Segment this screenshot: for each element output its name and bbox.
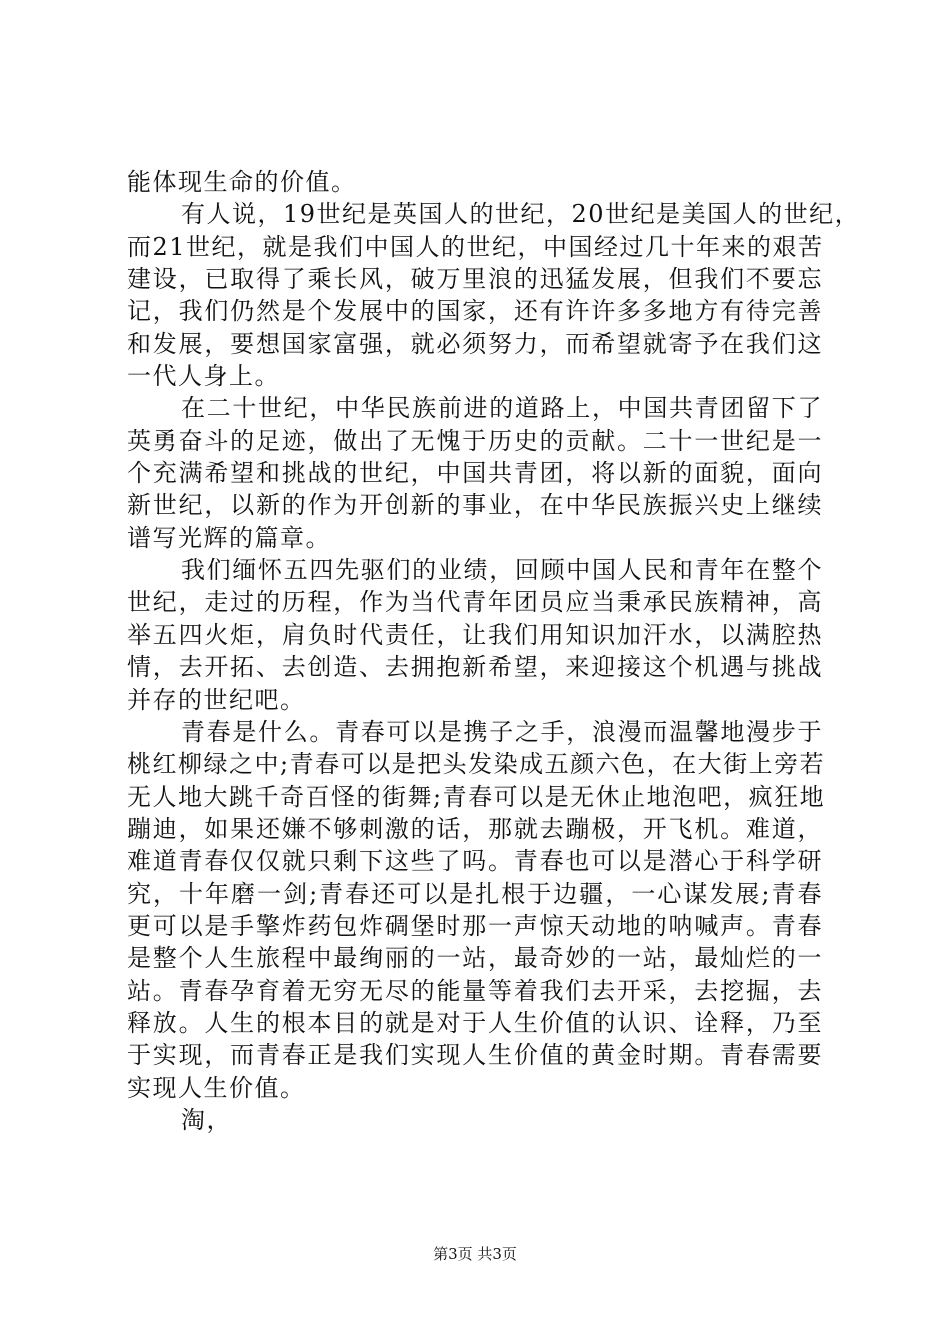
document-body [127, 166, 861, 1136]
text-line: 更可以是手擎炸药包炸碉堡时那一声惊天动地的呐喊声。青春 [127, 911, 823, 940]
text-line: 记，我们仍然是个发展中的国家，还有许许多多地方有待完善 [127, 297, 823, 326]
text-line: 难道青春仅仅就只剩下这些了吗。青春也可以是潜心于科学研 [127, 847, 823, 876]
text-line: 释放。人生的根本目的就是对于人生价值的认识、诠释，乃至 [127, 1008, 823, 1037]
text-line: 我们缅怀五四先驱们的业绩，回顾中国人民和青年在整个 [181, 556, 823, 585]
text-line: 而21世纪，就是我们中国人的世纪，中国经过几十年来的艰苦 [127, 232, 824, 261]
text-line: 建设，已取得了乘长风，破万里浪的迅猛发展，但我们不要忘 [127, 265, 823, 294]
text-line: 站。青春孕育着无穷无尽的能量等着我们去开采，去挖掘，去 [127, 976, 823, 1005]
text-line: 于实现，而青春正是我们实现人生价值的黄金时期。青春需要 [127, 1041, 823, 1070]
text-line: 青春是什么。青春可以是携子之手，浪漫而温馨地漫步于 [181, 717, 823, 746]
text-line: 蹦迪，如果还嫌不够刺激的话，那就去蹦极，开飞机。难道， [127, 814, 823, 843]
text-line: 英勇奋斗的足迹，做出了无愧于历史的贡献。二十一世纪是一 [127, 426, 823, 455]
text-line: 淘， [181, 1105, 232, 1134]
text-line: 举五四火炬，肩负时代责任，让我们用知识加汗水，以满腔热 [127, 620, 823, 649]
text-line: 桃红柳绿之中;青春可以是把头发染成五颜六色，在大街上旁若 [127, 750, 826, 779]
text-line: 谱写光辉的篇章。 [127, 523, 331, 552]
page-footer: 第3页 共3页 [433, 1245, 517, 1263]
text-line: 并存的世纪吧。 [127, 685, 306, 714]
text-line: 实现人生价值。 [127, 1073, 306, 1102]
text-line: 一代人身上。 [127, 362, 280, 391]
text-line: 有人说，19世纪是英国人的世纪，20世纪是美国人的世纪， [181, 200, 861, 229]
text-line: 新世纪，以新的作为开创新的事业，在中华民族振兴史上继续 [127, 491, 823, 520]
text-line: 在二十世纪，中华民族前进的道路上，中国共青团留下了 [181, 394, 823, 423]
text-line: 世纪，走过的历程，作为当代青年团员应当秉承民族精神，高 [127, 588, 823, 617]
text-line: 情，去开拓、去创造、去拥抱新希望，来迎接这个机遇与挑战 [127, 653, 823, 682]
text-line: 是整个人生旅程中最绚丽的一站，最奇妙的一站，最灿烂的一 [127, 944, 823, 973]
text-line: 个充满希望和挑战的世纪，中国共青团，将以新的面貌，面向 [127, 459, 823, 488]
text-line: 和发展，要想国家富强，就必须努力，而希望就寄予在我们这 [127, 329, 823, 358]
text-line: 无人地大跳千奇百怪的街舞;青春可以是无休止地泡吧，疯狂地 [127, 782, 826, 811]
text-line: 能体现生命的价值。 [127, 168, 357, 196]
text-line: 究，十年磨一剑;青春还可以是扎根于边疆，一心谋发展;青春 [127, 879, 823, 908]
